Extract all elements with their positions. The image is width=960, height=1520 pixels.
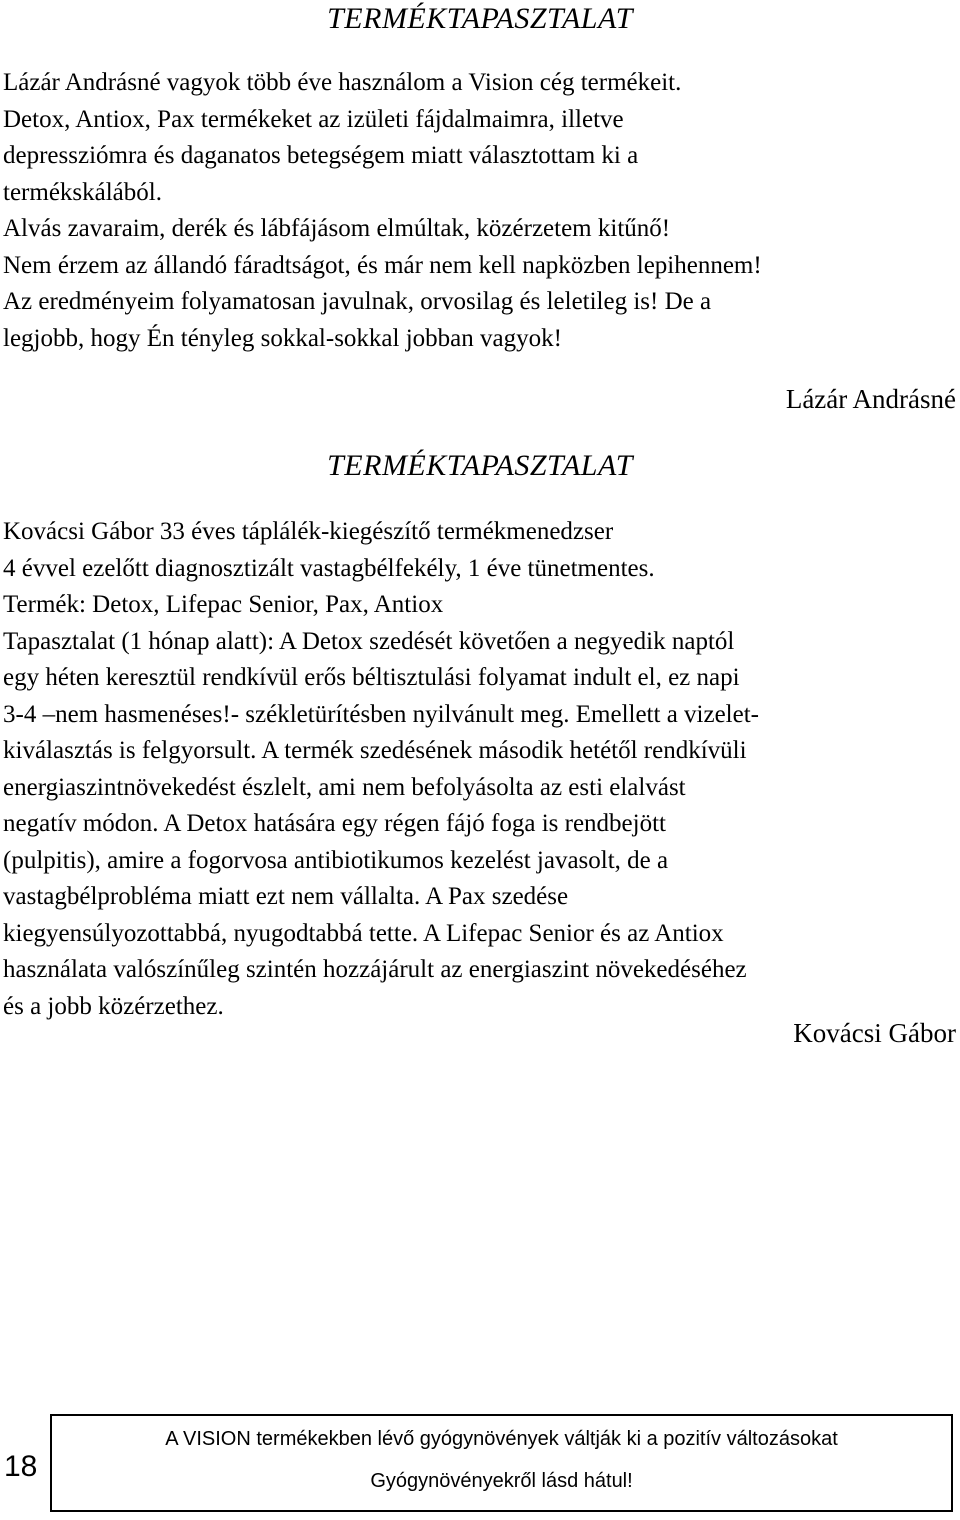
section2-line: Termék: Detox, Lifepac Senior, Pax, Antiox — [3, 591, 444, 618]
footer-note: Gyógynövényekről lásd hátul! — [370, 1470, 633, 1492]
section2-line: kiegyensúlyozottabbá, nyugodtabbá tette. A Lifepac Senior és az Antiox — [3, 919, 724, 947]
section1-line: termékskálából. — [3, 178, 162, 206]
section1-line: Lázár Andrásné vagyok több éve használom a Vision cég termékeit. — [3, 69, 682, 96]
section1-signature: Lázár Andrásné — [785, 384, 956, 414]
section2-line: Kovácsi Gábor 33 éves táplálék-kiegészítő termékmenedzser — [3, 518, 614, 545]
section2-line: Tapasztalat (1 hónap alatt): A Detox szedését követően a negyedik naptól — [3, 627, 735, 655]
section2-line: negatív módon. A Detox hatására egy régen fájó foga is rendbejött — [3, 810, 666, 837]
section2-body — [3, 514, 958, 1025]
section2-line: egy héten keresztül rendkívül erős béltisztulási folyamat indult el, ez napi — [3, 664, 740, 691]
section2-heading: TERMÉKTAPASZTALAT — [327, 449, 633, 482]
section2-line: energiaszintnövekedést észlelt, ami nem befolyásolta az esti elalvást — [3, 773, 686, 801]
section2-line: használata valószínűleg szintén hozzájárult az energiaszint növekedéséhez — [3, 956, 747, 983]
section1-body — [3, 65, 958, 357]
section1-line: Nem érzem az állandó fáradtságot, és már nem kell napközben lepihennem! — [3, 251, 762, 279]
footer-text: A VISION termékekben lévő gyógynövények váltják ki a pozitív változásokat — [165, 1428, 838, 1450]
section2-line: 4 évvel ezelőtt diagnosztizált vastagbélfekély, 1 éve tünetmentes. — [3, 554, 655, 582]
section1-heading: TERMÉKTAPASZTALAT — [327, 2, 633, 35]
section2-line: kiválasztás is felgyorsult. A termék szedésének második hetétől rendkívüli — [3, 737, 747, 764]
section1-line: Alvás zavaraim, derék és lábfájásom elmúltak, közérzetem kitűnő! — [3, 215, 671, 242]
footer-box — [50, 1414, 953, 1512]
section2-line: és a jobb közérzethez. — [3, 992, 224, 1020]
page-number: 18 — [4, 1450, 38, 1483]
section1-line: depressziómra és daganatos betegségem miatt választottam ki a — [3, 142, 639, 169]
section2-line: vastagbélprobléma miatt ezt nem vállalta. A Pax szedése — [3, 883, 569, 910]
section2-line: 3-4 –nem hasmenéses!- székletürítésben nyilvánult meg. Emellett a vizelet- — [3, 700, 759, 728]
section2-signature: Kovácsi Gábor — [793, 1018, 956, 1048]
section1-line: Az eredményeim folyamatosan javulnak, orvosilag és leletileg is! De a — [3, 288, 712, 315]
section1-line: legjobb, hogy Én tényleg sokkal-sokkal jobban vagyok! — [3, 324, 562, 352]
section1-line: Detox, Antiox, Pax termékeket az izületi fájdalmaimra, illetve — [3, 105, 624, 133]
section2-line: (pulpitis), amire a fogorvosa antibiotikumos kezelést javasolt, de a — [3, 846, 669, 874]
